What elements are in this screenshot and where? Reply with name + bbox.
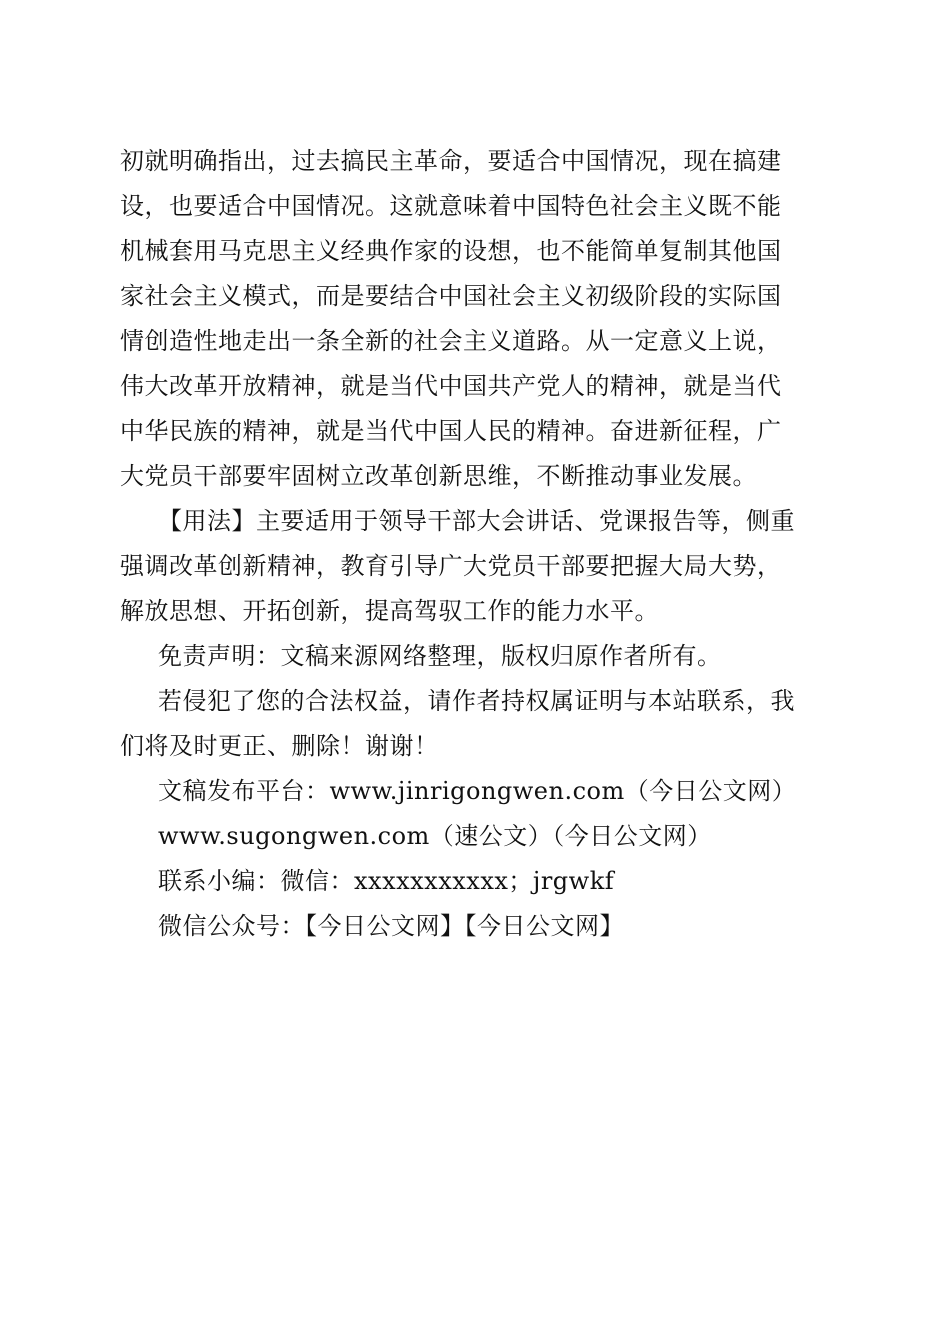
infringement-notice-cont: 们将及时更正、删除！谢谢！: [120, 732, 439, 760]
usage-paragraph: [120, 499, 830, 634]
disclaimer-section: [120, 634, 830, 949]
body-line: 伟大改革开放精神，就是当代中国共产党人的精神，就是当代: [120, 372, 782, 400]
body-line: 情创造性地走出一条全新的社会主义道路。从一定意义上说，: [120, 327, 782, 355]
disclaimer-line: 免责声明：文稿来源网络整理，版权归原作者所有。: [158, 642, 722, 670]
body-line: 家社会主义模式，而是要结合中国社会主义初级阶段的实际国: [120, 282, 782, 310]
body-line: 中华民族的精神，就是当代中国人民的精神。奋进新征程，广: [120, 417, 782, 445]
usage-line: 【用法】主要适用于领导干部大会讲话、党课报告等，侧重: [158, 507, 795, 535]
usage-line: 强调改革创新精神，教育引导广大党员干部要把握大局大势，: [120, 552, 782, 580]
body-line: 设，也要适合中国情况。这就意味着中国特色社会主义既不能: [120, 192, 782, 220]
infringement-notice: 若侵犯了您的合法权益，请作者持权属证明与本站联系，我: [158, 687, 795, 715]
wechat-account-line: 微信公众号：【今日公文网】【今日公文网】: [158, 912, 624, 940]
body-line: 大党员干部要牢固树立改革创新思维，不断推动事业发展。: [120, 462, 757, 490]
body-line: 机械套用马克思主义经典作家的设想，也不能简单复制其他国: [120, 237, 782, 265]
body-line: 初就明确指出，过去搞民主革命，要适合中国情况，现在搞建: [120, 147, 782, 175]
usage-line: 解放思想、开拓创新，提高驾驭工作的能力水平。: [120, 597, 659, 625]
site-link: www.sugongwen.com（速公文）（今日公文网）: [158, 822, 712, 850]
body-paragraph: [120, 139, 830, 499]
contact-line: 联系小编：微信：xxxxxxxxxxx；jrgwkf: [158, 867, 615, 895]
document-body: [120, 139, 830, 949]
platform-link: 文稿发布平台：www.jinrigongwen.com（今日公文网）: [158, 777, 797, 805]
